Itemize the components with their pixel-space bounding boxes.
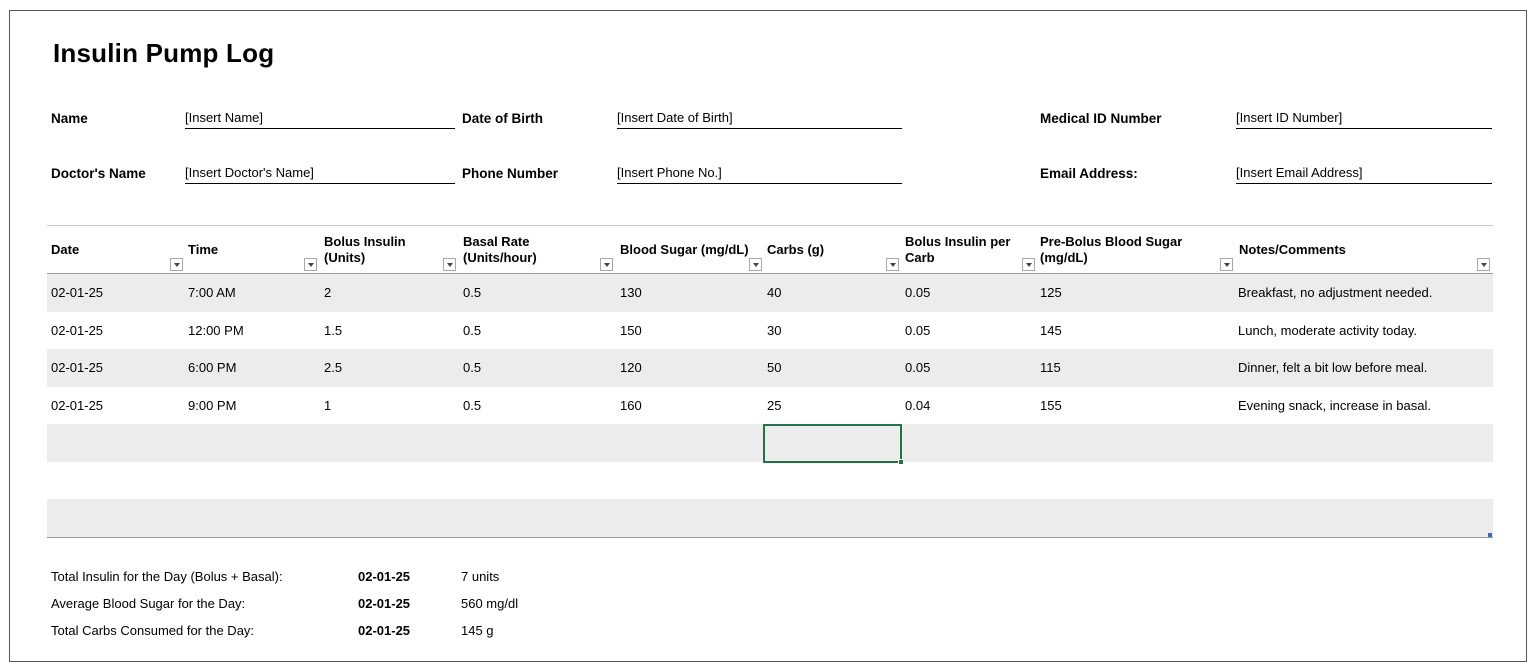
phone-label: Phone Number [462,166,559,181]
header-basal-line1: Basal Rate [463,234,530,249]
table-row-empty[interactable] [47,462,1493,500]
summary-total-insulin-label: Total Insulin for the Day (Bolus + Basal): [51,569,283,584]
header-basal[interactable] [463,226,537,274]
header-notes[interactable] [1239,226,1346,274]
header-bolus-per-carb-line2: Carb [905,250,935,265]
header-pre-bolus-line2: (mg/dL) [1040,250,1088,265]
phone-field[interactable]: [Insert Phone No.] [617,164,902,184]
cell-date[interactable]: 02-01-25 [51,323,104,338]
cell-bolus-per-carb[interactable]: 0.05 [905,323,931,338]
cell-bolus-per-carb[interactable]: 0.05 [905,285,931,300]
filter-bolus-per-carb-icon[interactable] [1022,258,1035,271]
header-pre-bolus[interactable] [1040,226,1182,274]
page-title: Insulin Pump Log [53,38,275,68]
cell-date[interactable]: 02-01-25 [51,285,104,300]
header-blood-sugar-label: Blood Sugar (mg/dL) [620,242,749,257]
header-bolus[interactable] [324,226,406,274]
cell-basal[interactable]: 0.5 [463,323,482,338]
header-basal-line2: (Units/hour) [463,250,537,265]
cell-bolus[interactable]: 2.5 [324,360,343,375]
fill-handle[interactable] [898,459,904,465]
doctor-field[interactable]: [Insert Doctor's Name] [185,164,455,184]
header-date[interactable] [51,226,79,274]
cell-blood-sugar[interactable]: 120 [620,360,642,375]
filter-pre-bolus-icon[interactable] [1220,258,1233,271]
cell-notes[interactable]: Evening snack, increase in basal. [1238,398,1431,413]
cell-notes[interactable]: Dinner, felt a bit low before meal. [1238,360,1428,375]
cell-blood-sugar[interactable]: 130 [620,285,642,300]
email-field[interactable]: [Insert Email Address] [1236,164,1492,184]
filter-date-icon[interactable] [170,258,183,271]
table-bottom-border [47,537,1493,538]
table-row[interactable] [47,274,1493,312]
header-date-label: Date [51,242,80,257]
header-bolus-line1: Bolus Insulin [324,234,406,249]
cell-date[interactable]: 02-01-25 [51,398,104,413]
name-field[interactable]: [Insert Name] [185,109,455,129]
table-row[interactable] [47,312,1493,350]
doctor-label: Doctor's Name [51,166,146,181]
cell-carbs[interactable]: 50 [767,360,782,375]
header-bolus-line2: (Units) [324,250,366,265]
filter-notes-icon[interactable] [1477,258,1490,271]
header-bolus-per-carb-line1: Bolus Insulin per [905,234,1011,249]
table-resize-handle[interactable] [1488,533,1492,537]
cell-bolus[interactable]: 1 [324,398,332,413]
cell-blood-sugar[interactable]: 160 [620,398,642,413]
summary-avg-sugar-value: 560 mg/dl [461,596,519,611]
filter-basal-icon[interactable] [600,258,613,271]
medical-id-field[interactable]: [Insert ID Number] [1236,109,1492,129]
summary-total-insulin-value: 7 units [461,569,500,584]
header-time[interactable] [188,226,218,274]
header-bolus-per-carb[interactable] [905,226,1010,274]
cell-bolus-per-carb[interactable]: 0.04 [905,398,931,413]
header-carbs-label: Carbs (g) [767,242,825,257]
summary-avg-sugar-label: Average Blood Sugar for the Day: [51,596,246,611]
cell-carbs[interactable]: 40 [767,285,782,300]
cell-basal[interactable]: 0.5 [463,360,482,375]
header-blood-sugar[interactable] [620,226,749,274]
summary-total-carbs-value: 145 g [461,623,494,638]
summary-total-carbs-date: 02-01-25 [358,623,411,638]
cell-bolus-per-carb[interactable]: 0.05 [905,360,931,375]
cell-bolus[interactable]: 2 [324,285,332,300]
cell-time[interactable]: 7:00 AM [188,285,236,300]
email-label: Email Address: [1040,166,1138,181]
cell-time[interactable]: 12:00 PM [188,323,244,338]
cell-time[interactable]: 6:00 PM [188,360,237,375]
cell-notes[interactable]: Breakfast, no adjustment needed. [1238,285,1433,300]
summary-total-insulin-date: 02-01-25 [358,569,411,584]
cell-pre-bolus[interactable]: 125 [1040,285,1062,300]
cell-basal[interactable]: 0.5 [463,398,482,413]
cell-pre-bolus[interactable]: 155 [1040,398,1062,413]
cell-notes[interactable]: Lunch, moderate activity today. [1238,323,1417,338]
medical-id-label: Medical ID Number [1040,111,1162,126]
table-row-empty[interactable] [47,499,1493,537]
cell-pre-bolus[interactable]: 115 [1040,360,1061,375]
header-carbs[interactable] [767,226,824,274]
cell-bolus[interactable]: 1.5 [324,323,343,338]
cell-blood-sugar[interactable]: 150 [620,323,642,338]
cell-carbs[interactable]: 25 [767,398,782,413]
cell-date[interactable]: 02-01-25 [51,360,104,375]
dob-label: Date of Birth [462,111,543,126]
name-label: Name [51,111,88,126]
dob-field[interactable]: [Insert Date of Birth] [617,109,902,129]
summary-avg-sugar-date: 02-01-25 [358,596,411,611]
summary-total-carbs-label: Total Carbs Consumed for the Day: [51,623,255,638]
table-row[interactable] [47,349,1493,387]
header-notes-label: Notes/Comments [1239,242,1346,257]
selected-cell[interactable] [763,424,902,463]
cell-basal[interactable]: 0.5 [463,285,482,300]
filter-bolus-icon[interactable] [443,258,456,271]
filter-blood-sugar-icon[interactable] [749,258,762,271]
filter-carbs-icon[interactable] [886,258,899,271]
cell-carbs[interactable]: 30 [767,323,782,338]
header-time-label: Time [188,242,219,257]
cell-pre-bolus[interactable]: 145 [1040,323,1062,338]
cell-time[interactable]: 9:00 PM [188,398,237,413]
filter-time-icon[interactable] [304,258,317,271]
table-row[interactable] [47,387,1493,425]
header-pre-bolus-line1: Pre-Bolus Blood Sugar [1040,234,1183,249]
